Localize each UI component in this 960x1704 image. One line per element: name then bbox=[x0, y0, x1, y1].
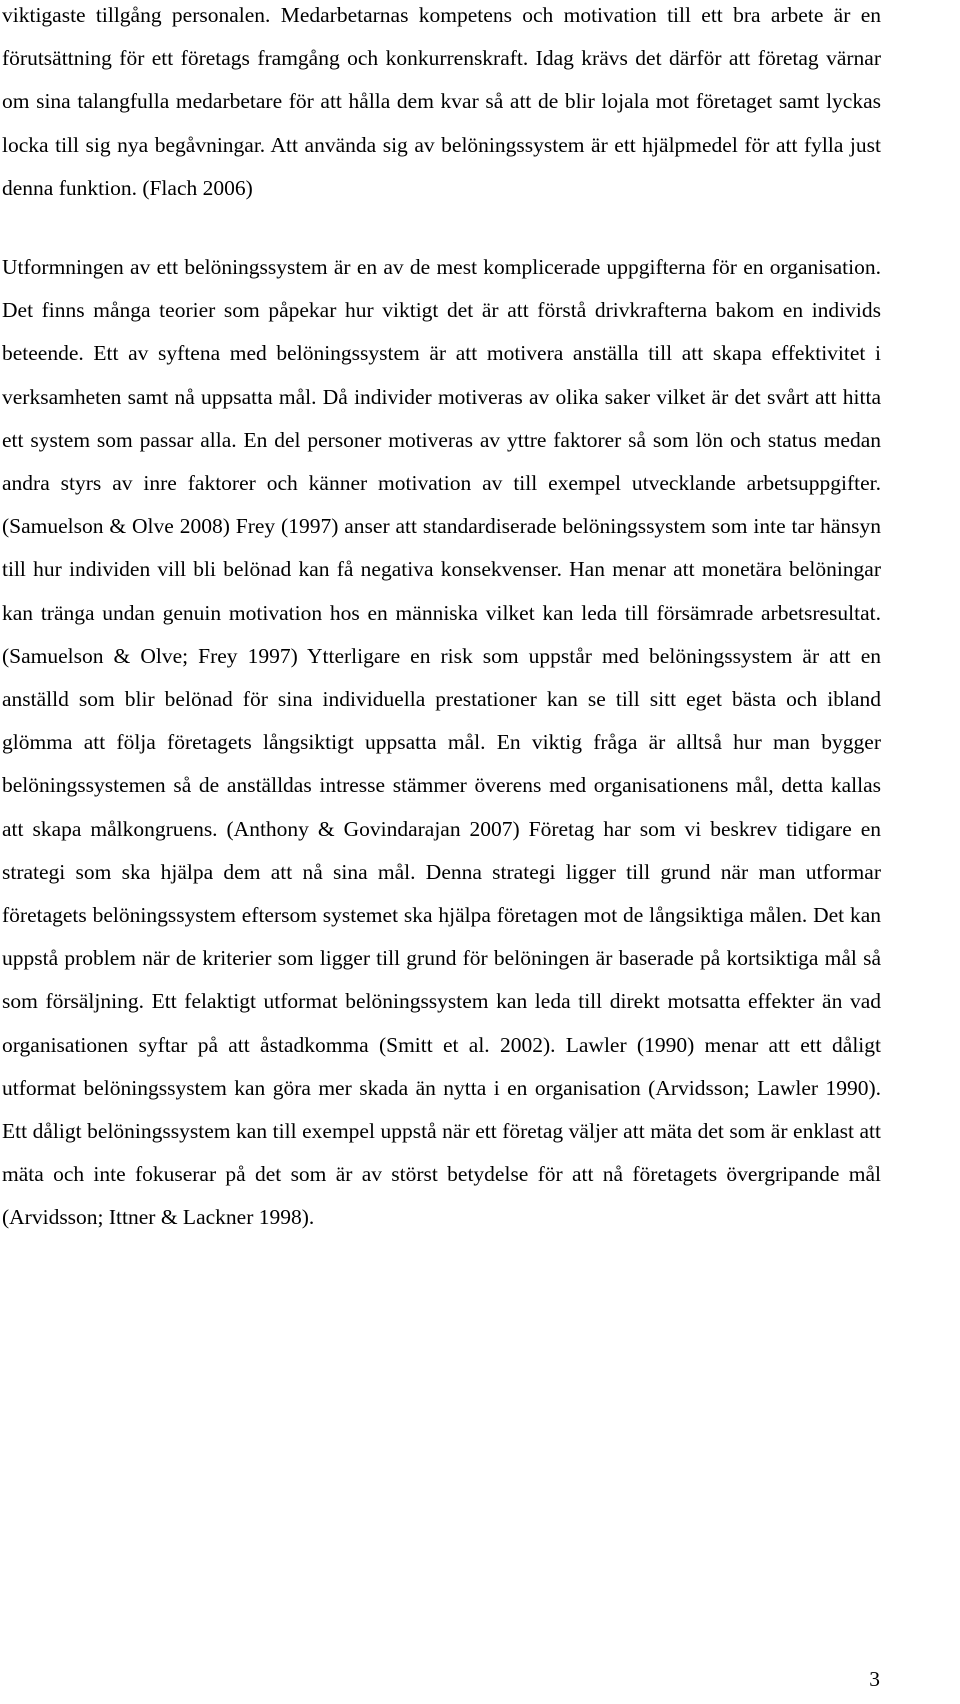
body-paragraph-1: viktigaste tillgång personalen. Medarbetarnas kompetens och motivation till ett bra arbete är en förutsättning för ett företags framgång och konkurrenskraft. Idag krävs det därför att företag värnar om sina talangfulla medarbetare för att hålla dem kvar så att de blir lojala mot företaget samt lyckas locka till sig nya begåvningar. Att använda sig av belöningssystem är ett hjälpmedel för att fylla just denna funktion. (Flach 2006) bbox=[2, 3, 881, 200]
page-number: 3 bbox=[869, 1667, 880, 1691]
body-paragraph-2: Utformningen av ett belöningssystem är en av de mest komplicerade uppgifterna för en organisation. Det finns många teorier som påpekar hur viktigt det är att förstå drivkrafterna bakom en individs beteende. Ett av syftena med belöningssystem är att motivera anställa till att skapa effektivitet i verksamheten samt nå uppsatta mål. Då individer motiveras av olika saker vilket är det svårt att hitta ett system som passar alla. En del personer motiveras av yttre faktorer så som lön och status medan andra styrs av inre faktorer och känner motivation av till exempel utvecklande arbetsuppgifter. (Samuelson & Olve 2008) Frey (1997) anser att standardiserade belöningssystem som inte tar hänsyn till hur individen vill bli belönad kan få negativa konsekvenser. Han menar att monetära belöningar kan tränga undan genuin motivation hos en människa vilket kan leda till försämrade arbetsresultat. (Samuelson & Olve; Frey 1997) Ytterligare en risk som uppstår med belöningssystem är att en anställd som blir belönad för sina individuella prestationer kan se till sitt eget bästa och ibland glömma att följa företagets långsiktigt uppsatta mål. En viktig fråga är alltså hur man bygger belöningssystemen så de anställdas intresse stämmer överens med organisationens mål, detta kallas att skapa målkongruens. (Anthony & Govindarajan 2007) Företag har som vi beskrev tidigare en strategi som ska hjälpa dem att nå sina mål. Denna strategi ligger till grund när man utformar företagets belöningssystem eftersom systemet ska hjälpa företagen mot de långsiktiga målen. Det kan uppstå problem när de kriterier som ligger till grund för belöningen är baserade på kortsiktiga mål så som försäljning. Ett felaktigt utformat belöningssystem kan leda till direkt motsatta effekter än vad organisationen syftar på att åstadkomma (Smitt et al. 2002). Lawler (1990) menar att ett dåligt utformat belöningssystem kan göra mer skada än nytta i en organisation (Arvidsson; Lawler 1990). Ett dåligt belöningssystem kan till exempel uppstå när ett företag väljer att mäta det som är enklast att mäta och inte fokuserar på det som är av störst betydelse för att nå företagets övergripande mål (Arvidsson; Ittner & Lackner 1998). bbox=[2, 255, 881, 1230]
